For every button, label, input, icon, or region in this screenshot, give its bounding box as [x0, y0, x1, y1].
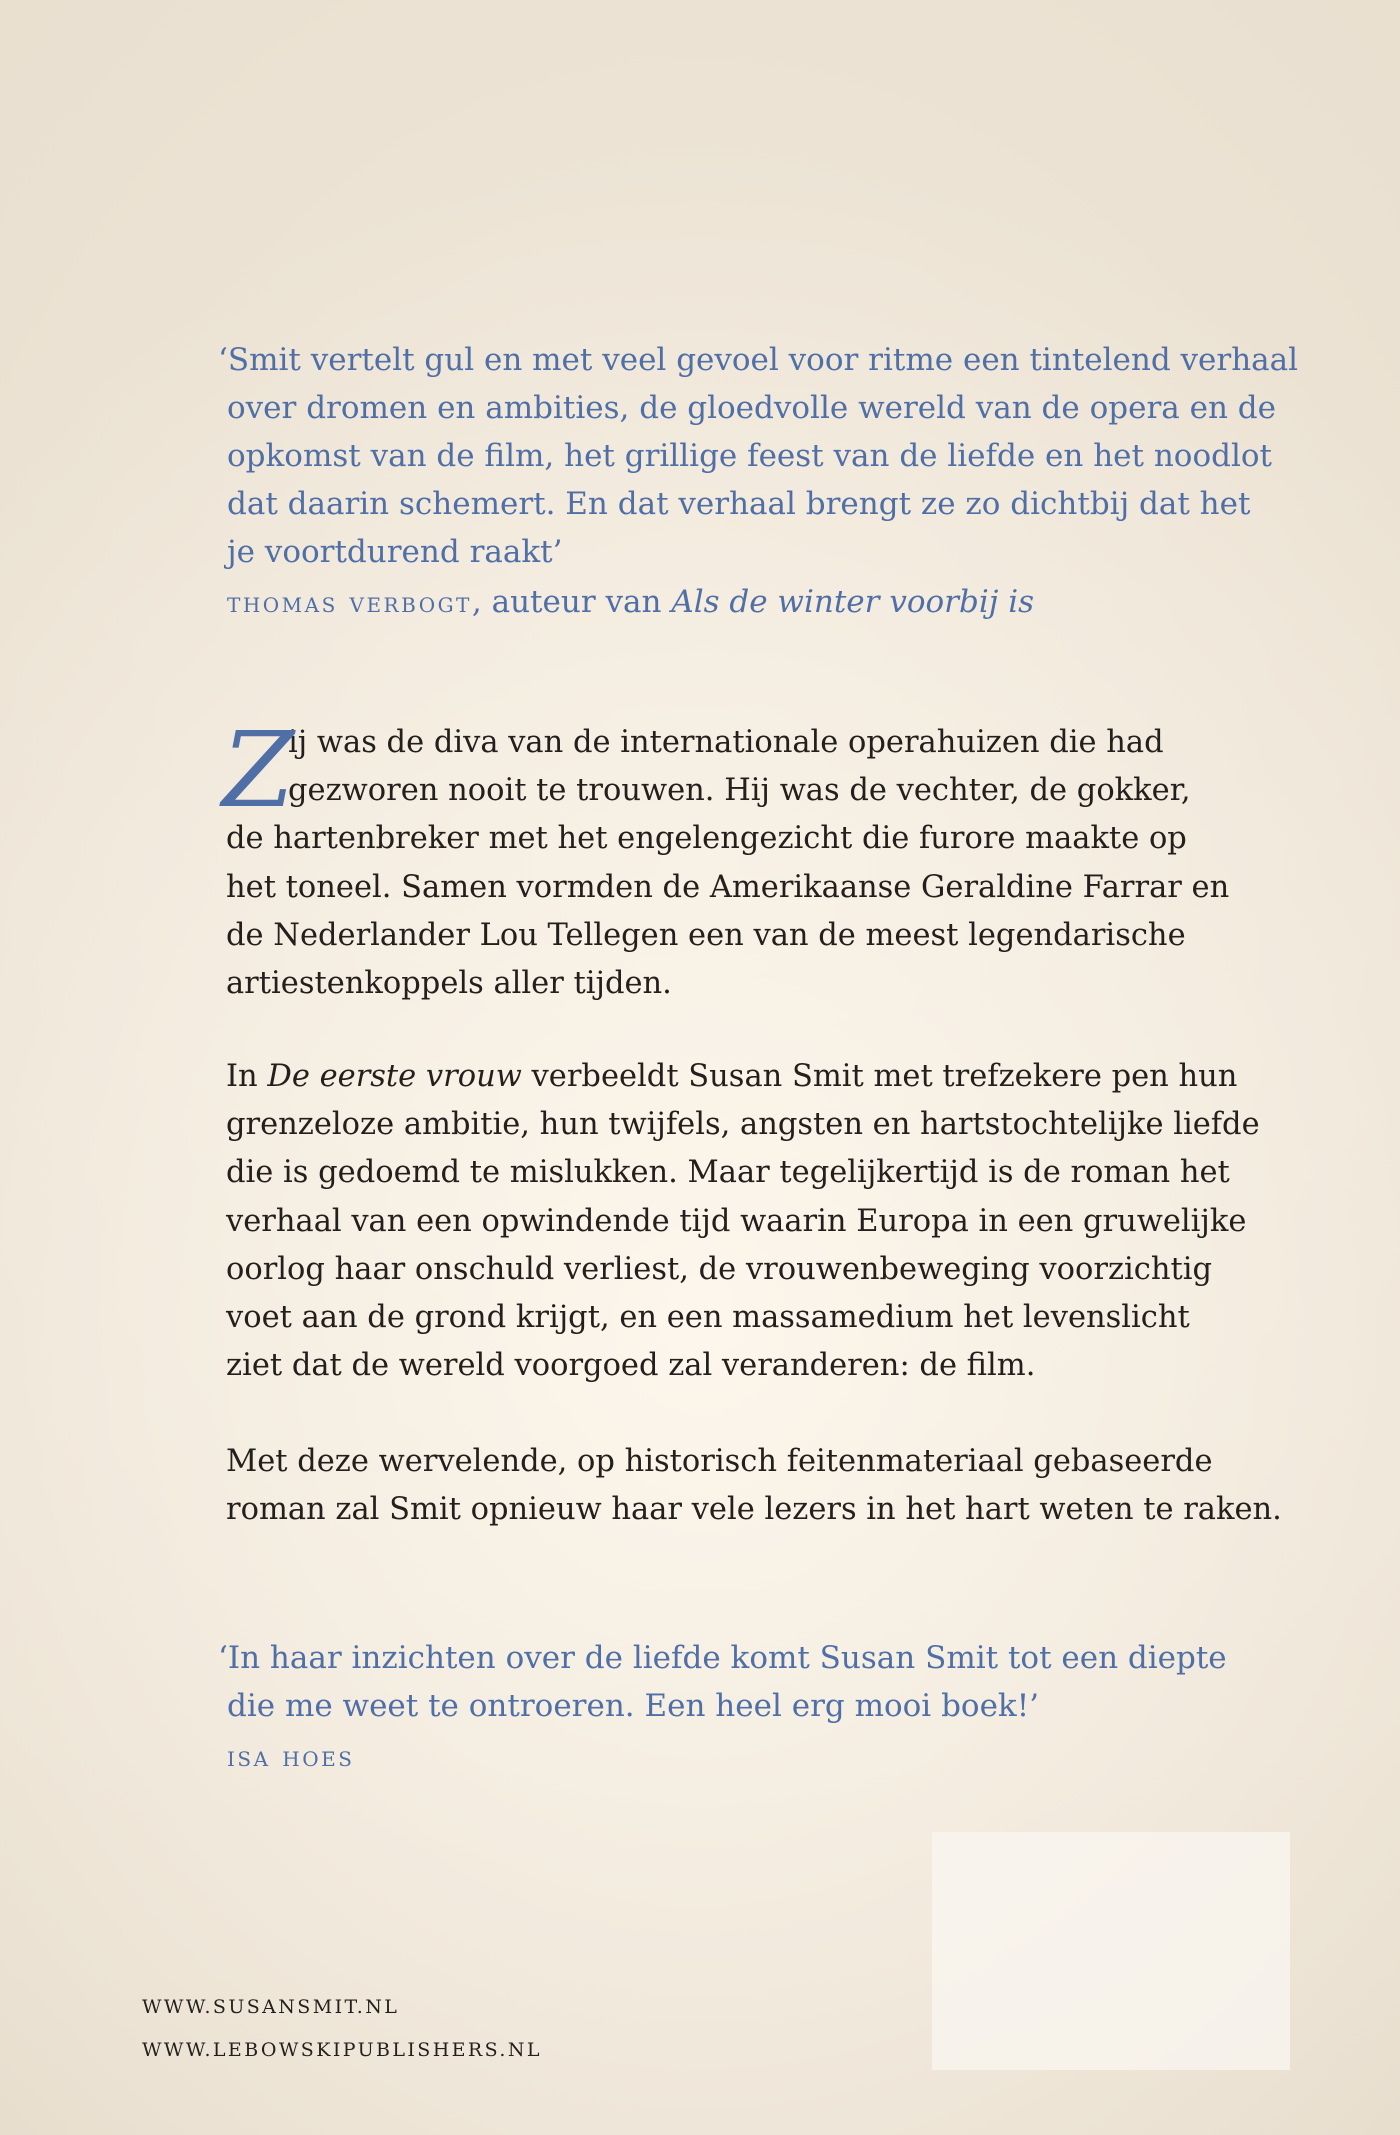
- body-line: voet aan de grond krijgt, en een massamedium het levenslicht: [226, 1300, 1190, 1336]
- body-line: Met deze wervelende, op historisch feitenmateriaal gebaseerde: [226, 1444, 1213, 1479]
- blurb-paragraph-3: [226, 1438, 1282, 1534]
- body-line: [226, 1053, 1238, 1101]
- body-line: roman zal Smit opnieuw haar vele lezers in het hart weten te raken.: [226, 1492, 1282, 1528]
- quote-author: thomas verbogt: [227, 585, 472, 619]
- body-line: oorlog haar onschuld verliest, de vrouwenbeweging voorzichtig: [226, 1251, 1213, 1287]
- body-line: verhaal van een opwindende tijd waarin Europa in een gruwelijke: [226, 1203, 1247, 1239]
- body-line: de hartenbreker met het engelengezicht die furore maakte op: [226, 821, 1187, 857]
- quote-line: dat daarin schemert. En dat verhaal brengt ze zo dichtbij dat het: [227, 486, 1251, 522]
- body-line: ij was de diva van de internationale operahuizen die had: [288, 725, 1164, 760]
- publisher-website-link[interactable]: WWW.LEBOWSKIPUBLISHERS.NL: [142, 2039, 542, 2061]
- body-line: artiestenkoppels aller tijden.: [226, 966, 672, 1002]
- body-text-fragment: In: [226, 1059, 268, 1094]
- body-line: gezworen nooit te trouwen. Hij was de vechter, de gokker,: [288, 773, 1191, 809]
- quote-line: opkomst van de film, het grillige feest van de liefde en het noodlot: [227, 438, 1273, 474]
- book-title: De eerste vrouw: [267, 1059, 522, 1094]
- blurb-paragraph-2: [226, 1053, 1260, 1390]
- bottom-review-quote: [218, 1634, 1227, 1780]
- body-line: grenzeloze ambitie, hun twijfels, angsten en hartstochtelijke liefde: [226, 1107, 1260, 1143]
- quote-line: ‘Smit vertelt gul en met veel gevoel voor ritme een tintelend verhaal: [218, 342, 1299, 378]
- body-line: die is gedoemd te mislukken. Maar tegelijkertijd is de roman het: [226, 1155, 1230, 1191]
- quote-book-title: Als de winter voorbij is: [671, 584, 1035, 620]
- drop-cap: Z: [222, 709, 295, 831]
- top-review-quote: [218, 336, 1299, 626]
- body-line: ziet dat de wereld voorgoed zal veranderen: de film.: [226, 1348, 1036, 1384]
- quote-author-role: , auteur van: [471, 584, 672, 620]
- body-line: de Nederlander Lou Tellegen een van de meest legendarische: [226, 917, 1186, 953]
- quote-line: die me weet te ontroeren. Een heel erg mooi boek!’: [227, 1688, 1040, 1724]
- author-website-link[interactable]: WWW.SUSANSMIT.NL: [142, 1996, 400, 2018]
- barcode-area: [932, 1832, 1290, 2070]
- quote-line: je voortdurend raakt’: [227, 534, 563, 570]
- quote-line: over dromen en ambities, de gloedvolle wereld van de opera en de: [227, 390, 1276, 426]
- quote-attribution: [218, 578, 1218, 626]
- quote-author: isa hoes: [227, 1739, 355, 1773]
- quote-attribution: [218, 1732, 1218, 1780]
- body-line: het toneel. Samen vormden de Amerikaanse Geraldine Farrar en: [226, 869, 1230, 905]
- quote-line: ‘In haar inzichten over de liefde komt Susan Smit tot een diepte: [218, 1640, 1227, 1676]
- blurb-paragraph-1: [222, 709, 1230, 1008]
- body-text-fragment: verbeeldt Susan Smit met trefzekere pen hun: [521, 1059, 1238, 1094]
